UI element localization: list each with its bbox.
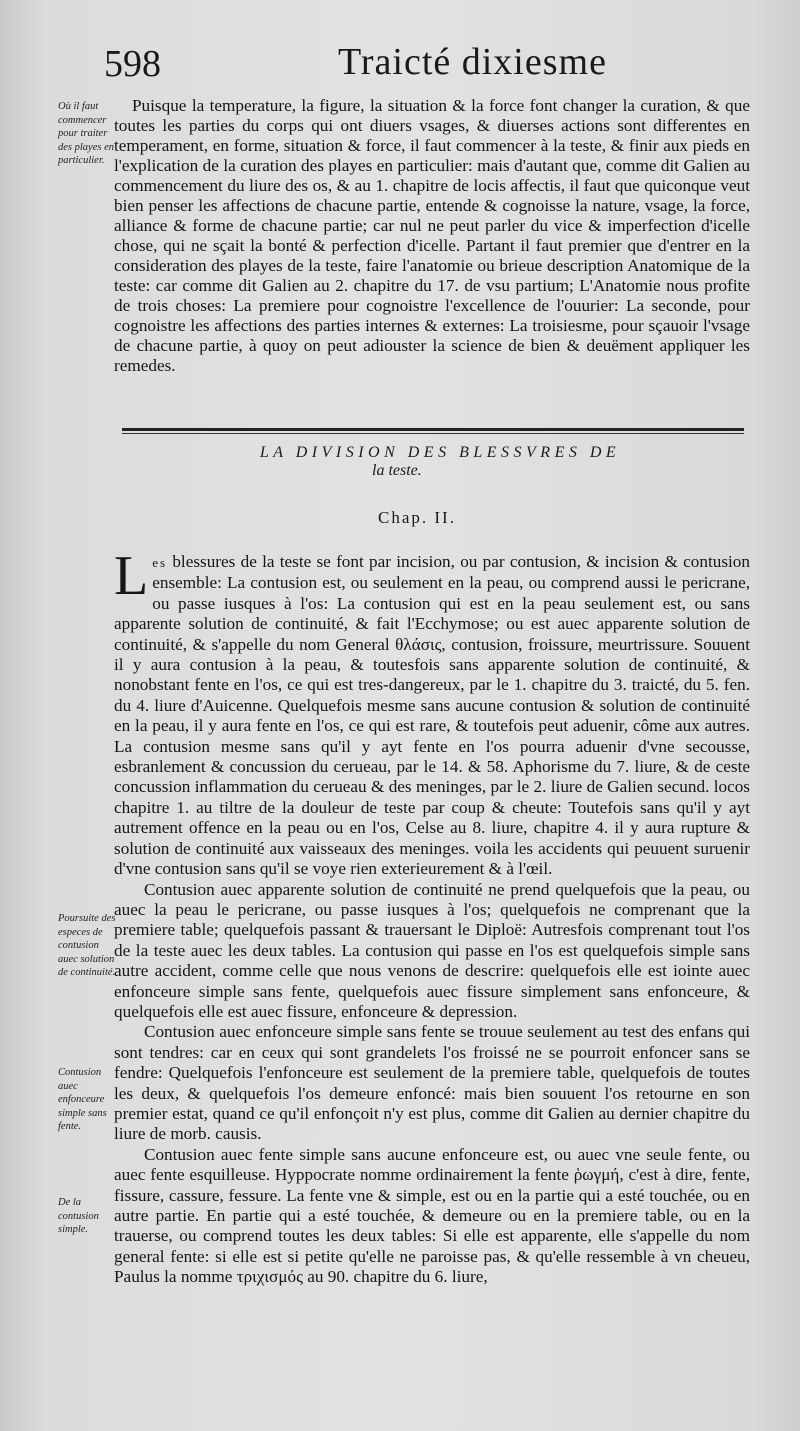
section-subheading: la teste. — [372, 462, 422, 479]
chapter-body — [114, 545, 750, 1288]
chapter-paragraph: Contusion auec enfonceure simple sans fente se trouue seulement au test des enfans qui sont tendres: car en ceux qui sont grandelets l'os froissé ne se pourroit enfoncer sans se fendre: Quelquefois l'enfonceure est seulement de la premiere table, quelquefois de toutes les deux, & quelquefois l'os demeure enfoncé: mais bien souuent l'os retourne en son premier estat, quand ce qu'il enfonçoit n'y est plus, comme dit Galien au dernier chapitre du liure de morb. causis. — [114, 1022, 750, 1144]
page-number: 598 — [104, 43, 161, 85]
chapter-paragraph: Contusion auec fente simple sans aucune enfonceure est, ou auec vne seule fente, ou auec fente esquilleuse. Hyppocrate nomme ordinairement la fente ῥωγμή, c'est à dire, fente, fissure, cassure, fessure. La fente vne & simple, est ou en la partie qui a esté touchée, ou en autre partie. En partie qui a esté touchée, & demeure ou en la premiere table, ou en la trauerse, ou comprend toutes les deux tables: Si elle est apparente, elle s'appelle du nom general fente: si elle est si petite qu'elle ne paroisse pas, & qu'elle ressemble à vn cheueu, Paulus la nomme τριχισμός au 90. chapitre du 6. liure, — [114, 1144, 750, 1287]
section-rule-thin — [122, 433, 744, 434]
running-title: Traicté dixiesme — [338, 41, 607, 83]
intro-paragraph — [114, 96, 750, 376]
chapter-paragraph — [114, 545, 750, 880]
margin-note: Contusion auec enfonceure simple sans fente. — [58, 1067, 107, 1132]
paragraph-text: blessures de la teste se font par incision, ou par contusion, & incision & contusion ensemble: La contusion est, ou seulement en la peau, ou comprend aussi le pericrane, ou passe iusques à l'os: La contusion qui est en la peau seulement est, ou sans apparente solution de continuité, & fait l'Ecchymose; ou est auec apparente solution de continuité, & s'appelle du nom General θλάσις, contusion, froissure, meurtrissure. Souuent il y aura contusion à la peau, & toutesfois sans apparente solution de continuité, & nonobstant fente en l'os, ce qui est tres-dangereux, par le 1. chapitre du 3. traicté, du 5. fen. du 4. liure d'Auicenne. Quelquefois mesme sans aucune contusion & solution de continuité en la peau, il y aura fente en l'os, ce qui est rare, & toutefois peut aduenir, côme aux autres. La contusion mesme sans qu'il y ayt fente en l'os pourra aduenir d'vne secousse, esbranlement & concussion du cerueau, par le 14. & 58. Aphorisme du 7. liure, & de ceste concussion inflammation du cerueau & des meninges, par le 2. liure de Galien secund. locos chapitre 1. au tiltre de la douleur de teste par coup & cheute: Toutefois sans qu'il y ayt autrement offence en la peau ou en l'os, Celse au 8. liure, chapitre 4. il y aura rupture & solution de continuité aux vaisseaux des meninges. voila les accidents qui peuuent suruenir d'vne contusion sans qu'il se voye rien exterieurement & à l'œil. — [114, 552, 750, 879]
intro-text: Puisque la temperature, la figure, la situation & la force font changer la curation, & que toutes les parties du corps qui ont diuers vsages, & diuerses actions sont differentes en temperament, en forme, situation & force, il faut commencer à la teste, & finir aux pieds en l'explication de la curation des playes en particulier: mais d'autant que, comme dit Galien au commencement du liure des os, & au 1. chapitre de locis affectis, il faut que quiconque veut bien penser les affections de chacune partie, entende & cognoisse la nature, vsage, la force, alliance & forme de chacune partie; car nul ne peut parler du vice & imperfection d'icelle chose, qui ne sçait la bonté & perfection d'icelle. Partant il faut premier que d'entrer en la consideration des playes de la teste, faire l'anatomie ou brieue description Anatomique de la teste: car comme dit Galien au 2. chapitre du 17. de vsu partium; L'Anatomie nous profite de trois choses: La premiere pour cognoistre l'excellence de l'ouurier: La seconde, pour cognoistre les affections des parties internes & externes: La troisiesme, pour sçauoir l'vsage de chacune partie, à quoy on peut adiouster la science de bien & deuëment appliquer les remedes. — [114, 96, 750, 375]
drop-capital: L — [114, 545, 149, 607]
margin-note: Poursuite des especes de contusion auec solution de continuité. — [58, 913, 116, 978]
section-rule — [122, 428, 744, 431]
margin-note: Où il faut commencer pour traiter des playes en particulier. — [58, 101, 114, 166]
margin-note: De la contusion simple. — [58, 1197, 99, 1235]
first-word-rest: es — [152, 555, 168, 570]
chapter-paragraph: Contusion auec apparente solution de continuité ne prend quelquefois que la peau, ou auec la peau le pericrane, ou passe iusques à l'os; quelquefois ne comprenant que la premiere table; quelquefois passant & trauersant le Diploë: Autresfois comprenant tout l'os de la teste auec les deux tables. La contusion qui passe en l'os est quelquefois simple sans autre accident, comme celle que nous venons de descrire: quelquefois elle est iointe auec enfonceure simple sans fente, quelquefois auec fissure simplement sans enfonceure, & quelquefois elle est auec fissure, enfonceure & depression. — [114, 879, 750, 1021]
chapter-title: Chap. II. — [378, 508, 456, 527]
section-heading: LA DIVISION DES BLESSVRES DE — [259, 444, 621, 461]
